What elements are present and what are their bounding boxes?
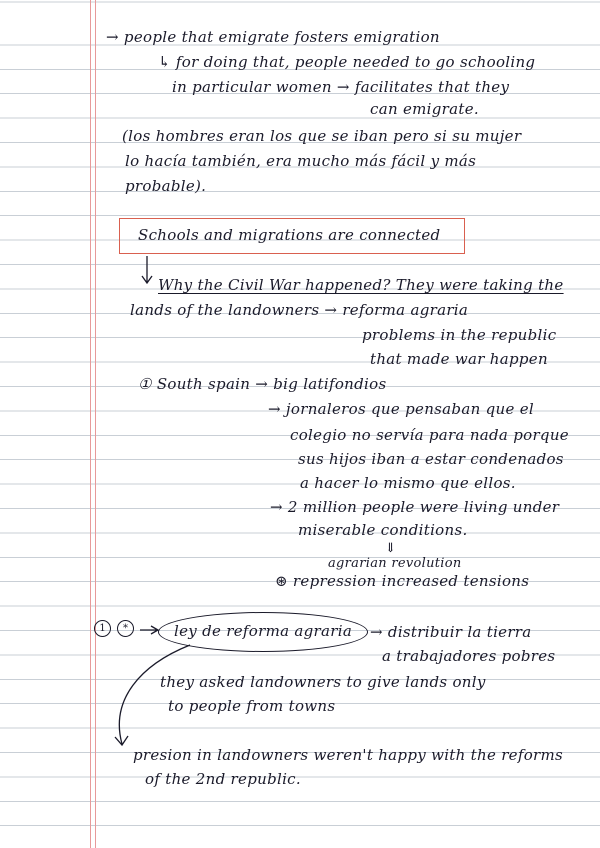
note-line: agrarian revolution: [328, 556, 462, 571]
note-line: presion in landowners weren't happy with the reforms: [133, 746, 564, 764]
note-line: colegio no servía para nada porque: [290, 426, 569, 444]
note-line: ley de reforma agraria: [174, 622, 353, 640]
note-line: that made war happen: [370, 350, 548, 368]
note-line: in particular women → facilitates that they: [172, 78, 510, 96]
box-pointer-arrow: [142, 256, 152, 283]
note-line: ⊛ repression increased tensions: [275, 572, 530, 590]
note-line: → distribuir la tierra: [370, 623, 532, 641]
note-line: can emigrate.: [370, 100, 479, 118]
note-line: sus hijos iban a estar condenados: [298, 450, 564, 468]
note-line: → 2 million people were living under: [270, 498, 560, 516]
note-line: ① South spain → big latifondios: [138, 375, 387, 393]
note-line: lands of the landowners → reforma agraria: [130, 301, 469, 319]
note-line: problems in the republic: [362, 326, 557, 344]
note-line: ↳ for doing that, people needed to go schooling: [158, 53, 536, 71]
note-line: → people that emigrate fosters emigration: [106, 28, 440, 46]
note-line: a hacer lo mismo que ellos.: [300, 474, 516, 492]
box-text: Schools and migrations are connected: [138, 226, 441, 244]
note-line: Why the Civil War happened? They were taking the: [158, 276, 564, 294]
note-line: to people from towns: [168, 697, 336, 715]
note-line: they asked landowners to give lands only: [160, 673, 486, 691]
note-line: → jornaleros que pensaban que el: [268, 400, 534, 418]
number-circle: 1: [94, 620, 111, 637]
ellipse-pointer-arrow: [140, 626, 158, 634]
note-line: probable).: [125, 177, 207, 195]
note-line: of the 2nd republic.: [145, 770, 301, 788]
curved-connector-arrow: [115, 645, 190, 745]
note-line: (los hombres eran los que se iban pero si su mujer: [122, 127, 522, 145]
note-line: lo hacía también, era mucho más fácil y más: [125, 152, 477, 170]
down-arrow: ⇓: [385, 541, 397, 556]
note-line: miserable conditions.: [298, 521, 468, 539]
star-circle: *: [117, 620, 134, 637]
note-line: a trabajadores pobres: [382, 647, 556, 665]
